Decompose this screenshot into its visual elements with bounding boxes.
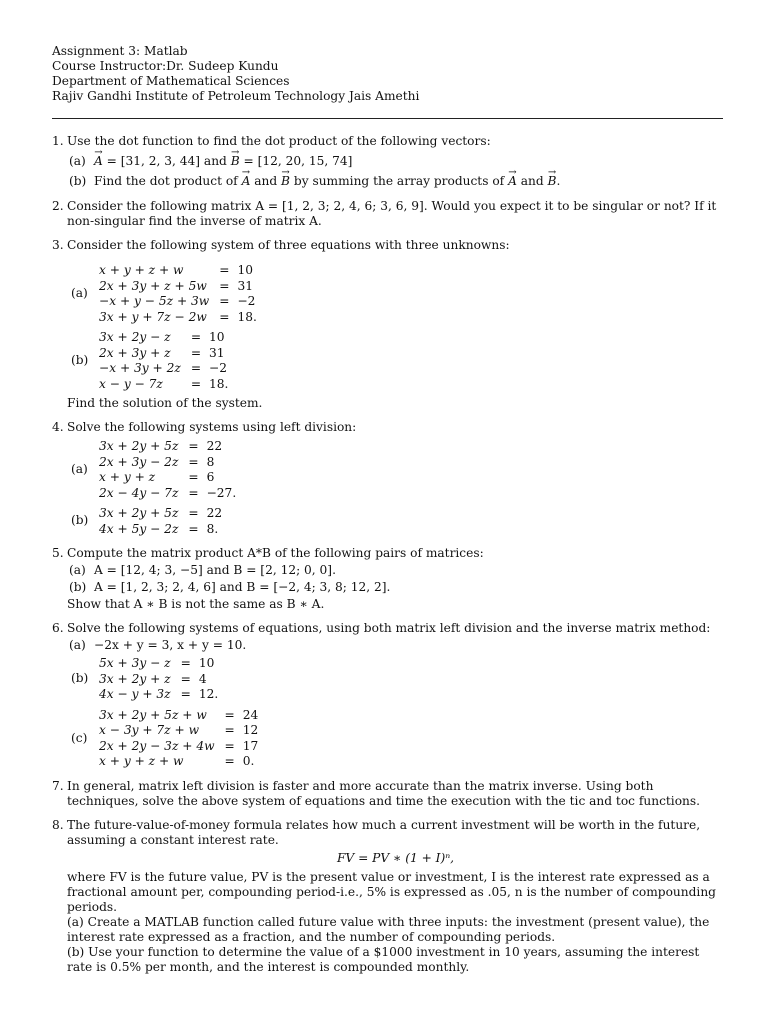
equals-sign: =: [190, 330, 202, 344]
question-number: 2.: [52, 199, 64, 213]
equals-sign: =: [224, 707, 235, 722]
equals-sign: =: [188, 454, 199, 469]
equation-rhs: 10: [237, 263, 253, 277]
question-footer: Find the solution of the system.: [67, 396, 263, 410]
subpart-text: and: [516, 174, 548, 188]
equation-lhs: 3x + 2y + z: [99, 671, 171, 686]
equation-rhs: 4: [198, 671, 207, 686]
equation-rhs: −2: [209, 361, 228, 375]
equation-table: [99, 506, 222, 537]
equation-table: [99, 263, 257, 325]
course-instructor: Course Instructor:Dr. Sudeep Kundu: [52, 59, 279, 73]
question-number: 6.: [52, 621, 64, 635]
equation-lhs: x − y − 7z: [99, 376, 163, 391]
subpart-label: (c): [71, 730, 88, 745]
question-number: 8.: [52, 817, 64, 832]
equation-rhs: 17: [242, 738, 259, 753]
equals-sign: =: [219, 278, 230, 293]
paragraph: where FV is the future value, PV is the present value or investment, I is the interest rate expressed as a fractional amount per, compounding period-i.e., 5% is expressed as .05, n is the number of compounding periods.: [67, 869, 716, 914]
system-b: [67, 506, 724, 537]
equation-rhs: 8: [206, 454, 215, 469]
equation-lhs: 3x + y + 7z − 2w: [99, 309, 207, 324]
equation-rhs: 12: [242, 723, 259, 737]
equation-lhs: 3x + 2y − z: [99, 330, 171, 344]
question-text: The future-value-of-money formula relates how much a current investment will be worth in the future, assuming a constant interest rate.: [67, 817, 701, 847]
subpart-text: by summing the array products of: [290, 174, 509, 188]
equation-row: [99, 439, 236, 455]
equation-row: [99, 470, 236, 486]
document-header: [52, 44, 724, 104]
vector-a: → A: [242, 174, 251, 189]
question-text: Consider the following matrix A = [1, 2, 3; 2, 4, 6; 3, 6, 9]. Would you expect it to be singular or not? If it non-singular find the inverse of matrix A.: [67, 199, 717, 228]
equation-row: [99, 346, 228, 362]
equation-row: [99, 687, 218, 703]
vector-a: → A: [508, 174, 517, 189]
equals-sign: =: [180, 656, 191, 670]
equation-rhs: 22: [206, 439, 223, 453]
vector-b: → B: [548, 174, 557, 189]
subpart-a: [67, 638, 724, 653]
equation-row: [99, 723, 258, 739]
equation-rhs: 22: [206, 506, 223, 520]
equals-sign: =: [224, 723, 235, 737]
question-number: 7.: [52, 778, 64, 793]
question-list: [52, 134, 724, 982]
equals-sign: =: [180, 671, 191, 686]
equation-row: [99, 263, 257, 279]
vector-b-def: = [12, 20, 15, 74]: [239, 154, 353, 168]
equals-sign: =: [224, 738, 235, 753]
system-a: [67, 439, 724, 501]
equation-lhs: −x + y − 5z + 3w: [99, 294, 210, 308]
institute: Rajiv Gandhi Institute of Petroleum Technology Jais Amethi: [52, 89, 420, 103]
subpart-label: (a): [69, 563, 86, 577]
equation-table: [99, 439, 236, 501]
system-b: [67, 656, 724, 703]
equation-row: [99, 656, 218, 672]
equation-row: [99, 310, 257, 326]
question-text: Consider the following system of three equations with three unknowns:: [67, 238, 510, 252]
equation-rhs: −27.: [206, 485, 237, 500]
future-value-formula: FV = PV ∗ (1 + I)ⁿ,: [336, 850, 455, 865]
subpart-label: (b): [69, 580, 87, 594]
question-2: [52, 199, 724, 229]
equals-sign: =: [188, 470, 199, 484]
equation-lhs: 2x − 4y − 7z: [99, 485, 179, 500]
question-number: 1.: [52, 134, 64, 148]
question-1: [52, 134, 724, 189]
question-5: [52, 546, 724, 612]
subpart-text: .: [556, 174, 561, 188]
equals-sign: =: [188, 439, 199, 453]
question-7: [52, 779, 724, 809]
equation-lhs: x + y + z + w: [99, 754, 184, 768]
equation-row: [99, 377, 228, 393]
equation-lhs: 2x + 3y + z: [99, 345, 171, 360]
equation-lhs: x − 3y + 7z + w: [99, 723, 199, 737]
equation-lhs: 3x + 2y + 5z + w: [99, 707, 207, 722]
vector-b: → B: [231, 154, 240, 169]
paragraph: (b) Use your function to determine the value of a $1000 investment in 10 years, assuming the interest rate is 0.5% per month, and the interest is compounded monthly.: [67, 944, 700, 974]
vector-a: → A: [94, 154, 103, 169]
system-b: [67, 330, 724, 392]
equation-row: [99, 279, 257, 295]
subpart-text: −2x + y = 3, x + y = 10.: [94, 638, 247, 652]
equation-rhs: 6: [206, 470, 215, 484]
equation-rhs: 0.: [242, 754, 255, 768]
subpart-b: [67, 580, 724, 595]
equation-lhs: 3x + 2y + 5z: [99, 506, 179, 520]
equation-table: [99, 708, 258, 770]
subpart-label: (b): [69, 174, 87, 188]
equation-rhs: 12.: [198, 687, 219, 701]
equals-sign: =: [219, 294, 230, 308]
paragraph: (a) Create a MATLAB function called future value with three inputs: the investment (present value), the interest rate expressed as a fraction, and the number of compounding periods.: [67, 914, 710, 944]
question-8: [52, 818, 724, 975]
equation-row: [99, 739, 258, 755]
equation-lhs: 4x + 5y − 2z: [99, 521, 179, 536]
subpart-label: (a): [69, 154, 86, 168]
equals-sign: =: [188, 485, 199, 500]
equation-table: [99, 656, 218, 703]
equals-sign: =: [224, 754, 235, 768]
equation-lhs: x + y + z + w: [99, 263, 184, 277]
equation-rhs: 31: [209, 345, 225, 360]
equation-rhs: 18.: [237, 309, 257, 324]
subpart-label: (b): [71, 353, 89, 367]
equation-row: [99, 486, 236, 502]
equation-row: [99, 455, 236, 471]
question-text: Compute the matrix product A*B of the following pairs of matrices:: [67, 546, 484, 560]
subpart-a: [67, 154, 724, 169]
subpart-label: (a): [71, 462, 88, 476]
equals-sign: =: [188, 506, 199, 520]
equation-table: [99, 330, 228, 392]
question-3: [52, 238, 724, 411]
equation-rhs: −2: [237, 294, 256, 308]
equation-rhs: 24: [242, 707, 259, 722]
question-number: 3.: [52, 238, 64, 252]
equation-lhs: −x + 3y + 2z: [99, 361, 181, 375]
vector-a-def: = [31, 2, 3, 44] and: [102, 154, 231, 168]
equation-lhs: 2x + 3y − 2z: [99, 454, 179, 469]
question-number: 5.: [52, 546, 64, 560]
equation-rhs: 31: [237, 278, 253, 293]
equals-sign: =: [190, 361, 202, 375]
subpart-text: A = [12, 4; 3, −5] and B = [2, 12; 0, 0].: [94, 563, 336, 577]
equals-sign: =: [219, 309, 230, 324]
question-number: 4.: [52, 420, 64, 434]
assignment-title: Assignment 3: Matlab: [52, 44, 188, 58]
equals-sign: =: [188, 521, 199, 536]
subpart-label: (b): [71, 671, 89, 685]
equals-sign: =: [180, 687, 191, 701]
department: Department of Mathematical Sciences: [52, 74, 290, 88]
equation-row: [99, 754, 258, 770]
subpart-label: (b): [71, 513, 89, 527]
system-c: [67, 708, 724, 770]
equation-lhs: 4x − y + 3z: [99, 687, 171, 701]
equation-rhs: 8.: [206, 521, 219, 536]
subpart-text: Find the dot product of: [94, 174, 242, 188]
equals-sign: =: [219, 263, 230, 277]
equation-row: [99, 330, 228, 346]
subpart-label: (a): [71, 286, 88, 300]
equation-row: [99, 506, 222, 522]
equation-rhs: 10: [209, 330, 225, 344]
equals-sign: =: [190, 376, 202, 391]
question-6: [52, 621, 724, 770]
subpart-text: A = [1, 2, 3; 2, 4, 6] and B = [−2, 4; 3, 8; 12, 2].: [94, 580, 391, 594]
question-text: In general, matrix left division is faster and more accurate than the matrix inverse. Using both techniques, solve the above system of equations and time the execution with the tic and toc functions.: [67, 778, 701, 808]
question-text: Use the dot function to find the dot product of the following vectors:: [67, 134, 491, 148]
equation-lhs: 2x + 3y + z + 5w: [99, 278, 207, 293]
subpart-b: [67, 174, 724, 189]
subpart-a: [67, 563, 724, 578]
equals-sign: =: [190, 345, 202, 360]
equation-rhs: 18.: [209, 376, 229, 391]
equation-lhs: 5x + 3y − z: [99, 656, 171, 670]
subpart-label: (a): [69, 638, 86, 652]
question-text: Solve the following systems using left division:: [67, 420, 357, 434]
header-rule: [52, 118, 723, 119]
equation-row: [99, 708, 258, 724]
subpart-text: and: [250, 174, 282, 188]
equation-rhs: 10: [198, 656, 215, 670]
vector-b: → B: [281, 174, 290, 189]
question-footer: Show that A ∗ B is not the same as B ∗ A.: [67, 597, 325, 611]
system-a: [67, 263, 724, 325]
equation-lhs: 3x + 2y + 5z: [99, 439, 179, 453]
equation-row: [99, 522, 222, 538]
equation-row: [99, 361, 228, 377]
equation-row: [99, 294, 257, 310]
question-4: [52, 420, 724, 537]
equation-row: [99, 672, 218, 688]
equation-lhs: 2x + 2y − 3z + 4w: [99, 738, 215, 753]
question-text: Solve the following systems of equations, using both matrix left division and the inverse matrix method:: [67, 621, 711, 635]
equation-lhs: x + y + z: [99, 470, 156, 484]
